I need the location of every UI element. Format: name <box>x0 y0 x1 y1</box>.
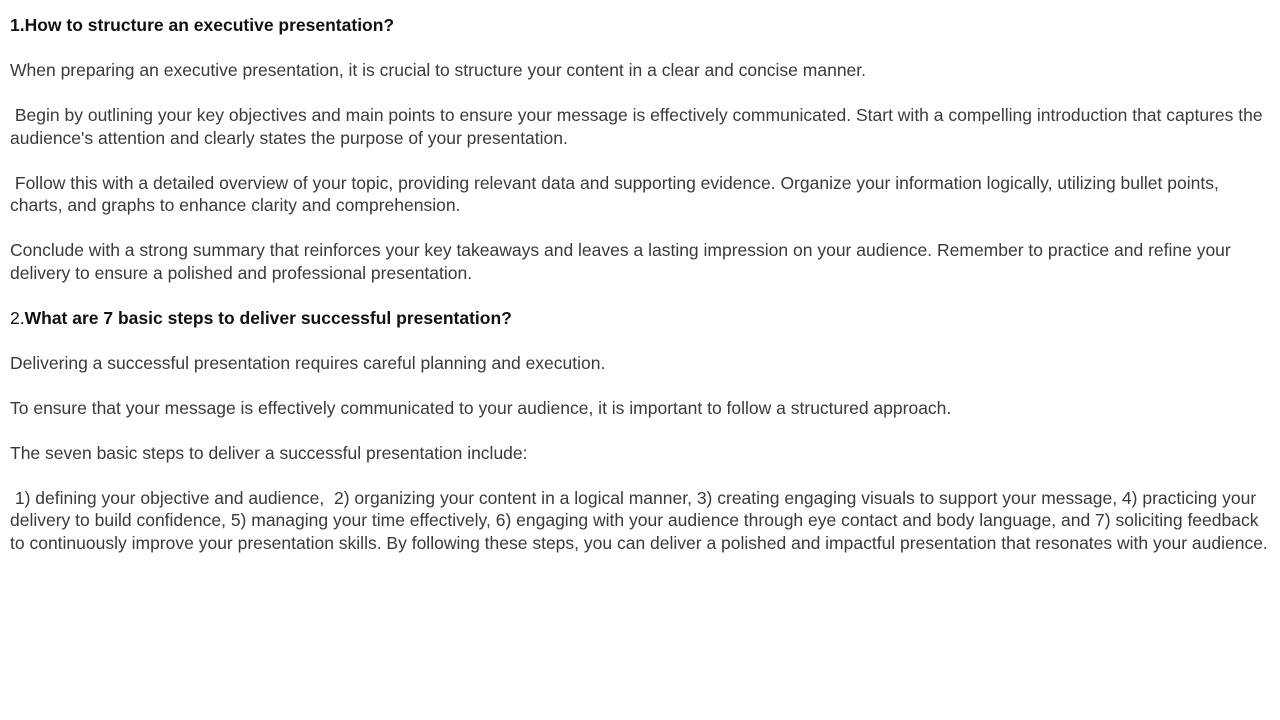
section2-paragraph-3: The seven basic steps to deliver a successful presentation include: <box>10 442 528 463</box>
section1-paragraph-3: Follow this with a detailed overview of your topic, providing relevant data and supporting evidence. Organize your information logically, utilizing bullet points, charts, and graphs to enhance clarity and comprehension. <box>10 172 1224 215</box>
section1-paragraph-4: Conclude with a strong summary that reinforces your key takeaways and leaves a lasting impression on your audience. Remember to practice and refine your delivery to ensure a polished and professional presentation. <box>10 240 1236 283</box>
section2-heading-text: What are 7 basic steps to deliver successful presentation? <box>24 307 512 328</box>
section1-heading: 1.How to structure an executive presentation? <box>10 15 395 35</box>
section1-paragraph-1: When preparing an executive presentation, it is crucial to structure your content in a clear and concise manner. <box>10 60 867 80</box>
slide-content <box>10 14 1272 577</box>
section2-paragraph-4: 1) defining your objective and audience, 2) organizing your content in a logical manner, 3) creating engaging visuals to support your message, 4) practicing your delivery to build confidence, 5) managing your time effectively, 6) engaging with your audience through eye contact and body language, and 7) soliciting feedback to continuously improve your presentation skills. By following these steps, you can deliver a polished and impactful presentation that resonates with your audience. <box>10 487 1268 553</box>
section2-number: 2. <box>10 307 25 328</box>
section2-paragraph-2: To ensure that your message is effectively communicated to your audience, it is important to follow a structured approach. <box>10 397 952 418</box>
section2-heading <box>10 307 1272 330</box>
section2-paragraph-1: Delivering a successful presentation requires careful planning and execution. <box>10 352 606 373</box>
section1-paragraph-2: Begin by outlining your key objectives and main points to ensure your message is effectively communicated. Start with a compelling introduction that captures the audience's attention and clearly states the purpose of your presentation. <box>10 105 1268 148</box>
